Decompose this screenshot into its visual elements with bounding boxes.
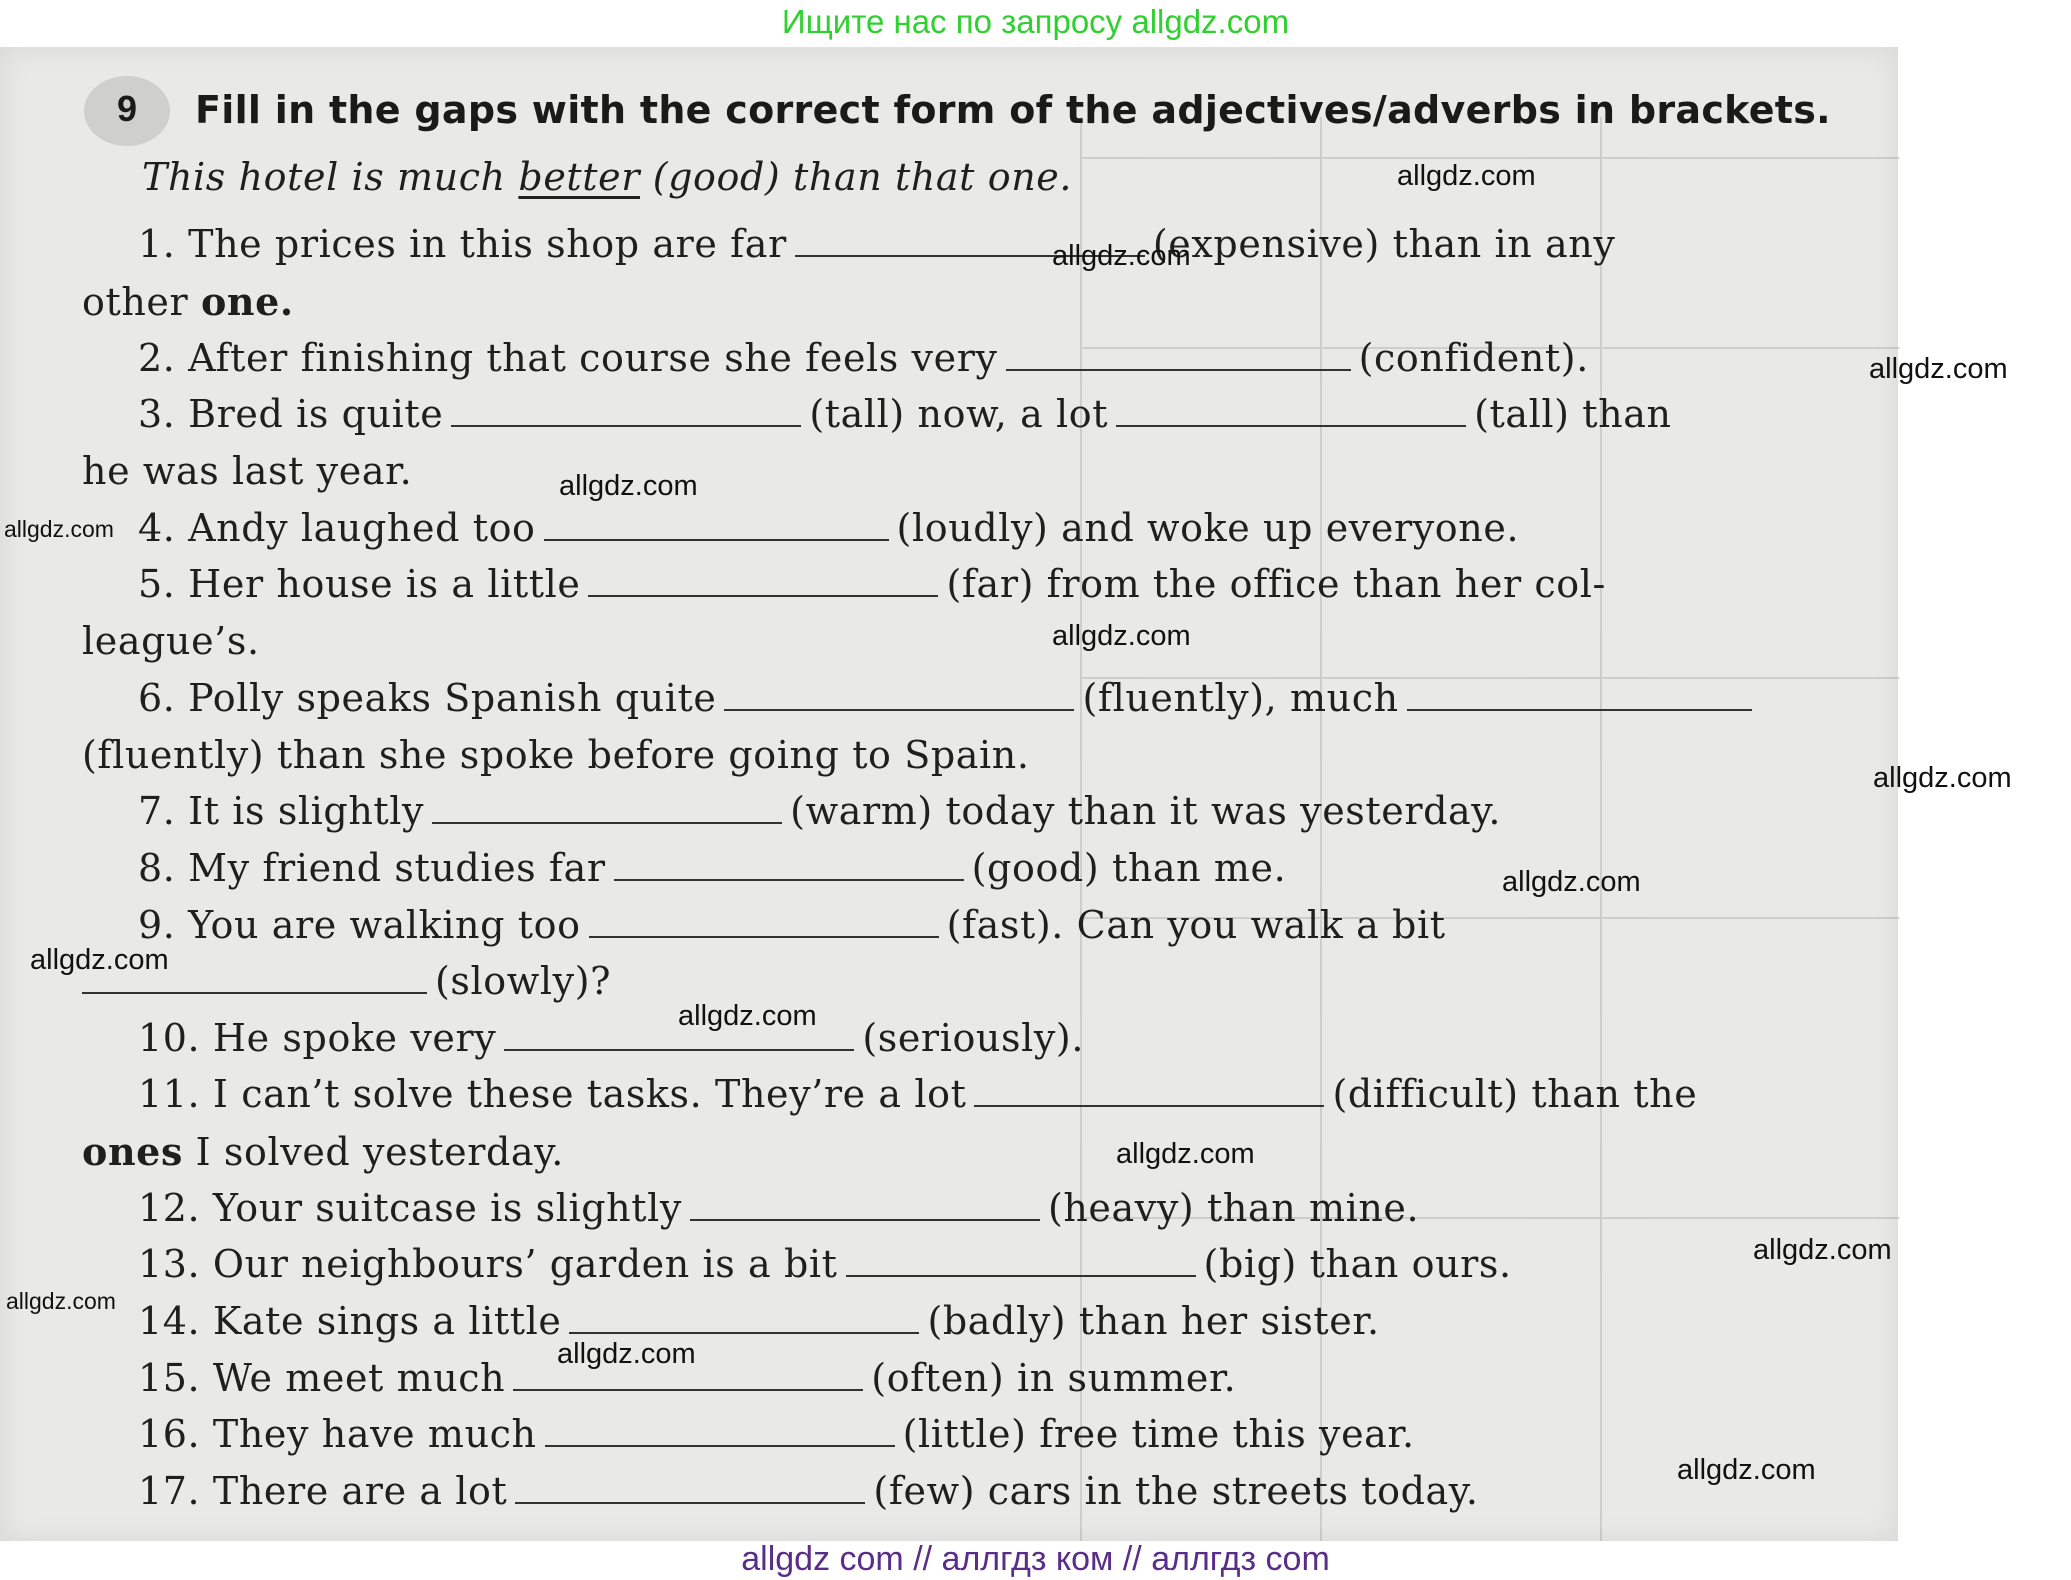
sentence-6-wrap: (fluently) than she spoke before going to Spain.	[82, 733, 1030, 777]
sentence-3-end: (tall) than	[1474, 392, 1672, 436]
example-after: (good) than that one.	[652, 155, 1073, 199]
sentence-15-start: 15. We meet much	[138, 1356, 506, 1400]
sentence-1	[138, 222, 1615, 266]
answer-gap-10[interactable]	[504, 1047, 854, 1051]
watermark: allgdz.com	[1753, 1234, 1892, 1266]
sentence-10-start: 10. He spoke very	[138, 1016, 497, 1060]
answer-gap-15[interactable]	[513, 1387, 863, 1391]
sentence-1-wrap-b: one.	[200, 279, 294, 324]
sentence-9	[138, 903, 1446, 947]
sentence-12-start: 12. Your suitcase is slightly	[138, 1186, 682, 1230]
sentence-2	[138, 336, 1589, 380]
sentence-7-end: (warm) today than it was yesterday.	[790, 789, 1502, 833]
answer-gap-6b[interactable]	[1407, 707, 1752, 711]
sentence-5-wrap: league’s.	[82, 619, 260, 663]
sentence-3-mid: (tall) now, a lot	[809, 392, 1109, 436]
sentence-15-end: (often) in summer.	[871, 1356, 1237, 1400]
sentence-6-start: 6. Polly speaks Spanish quite	[138, 676, 717, 720]
answer-gap-7[interactable]	[432, 820, 782, 824]
example-before: This hotel is much	[142, 155, 506, 199]
answer-gap-6a[interactable]	[724, 707, 1074, 711]
watermark: allgdz.com	[30, 944, 169, 976]
sentence-8-end: (good) than me.	[971, 846, 1287, 890]
sentence-8	[138, 846, 1286, 890]
sentence-16-end: (little) free time this year.	[902, 1412, 1415, 1456]
sentence-5-start: 5. Her house is a little	[138, 562, 581, 606]
sentence-9-end: (fast). Can you walk a bit	[946, 903, 1446, 947]
sentence-11-end: (difficult) than the	[1332, 1072, 1698, 1116]
sentence-7	[138, 789, 1501, 833]
answer-gap-13[interactable]	[846, 1273, 1196, 1277]
sentence-8-start: 8. My friend studies far	[138, 846, 606, 890]
sentence-12	[138, 1186, 1419, 1230]
sentence-6-mid: (fluently), much	[1082, 676, 1399, 720]
sentence-7-start: 7. It is slightly	[138, 789, 425, 833]
sentence-14	[138, 1299, 1380, 1343]
answer-gap-9b[interactable]	[82, 990, 427, 994]
watermark: allgdz.com	[6, 1288, 116, 1314]
answer-gap-9a[interactable]	[589, 934, 939, 938]
sentence-13-end: (big) than ours.	[1203, 1242, 1512, 1286]
sentence-10-end: (seriously).	[862, 1016, 1085, 1060]
sentence-17-end: (few) cars in the streets today.	[873, 1469, 1479, 1513]
sentence-9-wrap-end: (slowly)?	[435, 959, 612, 1003]
sentence-1-wrap	[82, 279, 294, 324]
sentence-16-start: 16. They have much	[138, 1412, 537, 1456]
sentence-13-start: 13. Our neighbours’ garden is a bit	[138, 1242, 838, 1286]
sentence-5-end: (far) from the office than her col-	[946, 562, 1606, 606]
sentence-6	[138, 676, 1760, 720]
sentence-10	[138, 1016, 1084, 1060]
sentence-4-end: (loudly) and woke up everyone.	[896, 506, 1520, 550]
sentence-13	[138, 1242, 1512, 1286]
watermark: allgdz.com	[678, 1000, 817, 1032]
sentence-4-start: 4. Andy laughed too	[138, 506, 536, 550]
sentence-14-start: 14. Kate sings a little	[138, 1299, 562, 1343]
bottom-banner: allgdz com // аллгдз ком // аллгдз com	[0, 1541, 2071, 1580]
watermark: allgdz.com	[1869, 353, 2008, 385]
sentence-1-wrap-a: other	[82, 280, 201, 324]
watermark: allgdz.com	[1873, 762, 2012, 794]
sentence-11	[138, 1072, 1697, 1116]
sentence-2-end: (confident).	[1358, 336, 1589, 380]
watermark: allgdz.com	[559, 470, 698, 502]
example-answer: better	[518, 155, 640, 199]
sentence-2-start: 2. After finishing that course she feels very	[138, 336, 998, 380]
exercise-number-badge: 9	[84, 76, 170, 146]
sentence-11-wrap-b: I solved yesterday.	[182, 1130, 564, 1174]
sentence-11-start: 11. I can’t solve these tasks. They’re a lot	[138, 1072, 967, 1116]
answer-gap-3b[interactable]	[1116, 423, 1466, 427]
answer-gap-14[interactable]	[569, 1330, 919, 1334]
watermark: allgdz.com	[557, 1338, 696, 1370]
sentence-11-wrap	[82, 1129, 564, 1174]
answer-gap-3a[interactable]	[451, 423, 801, 427]
sentence-14-end: (badly) than her sister.	[927, 1299, 1380, 1343]
sentence-1-end: (expensive) than in any	[1152, 222, 1616, 266]
watermark: allgdz.com	[1116, 1138, 1255, 1170]
answer-gap-17[interactable]	[515, 1500, 865, 1504]
sentence-9-start: 9. You are walking too	[138, 903, 581, 947]
answer-gap-5[interactable]	[588, 593, 938, 597]
answer-gap-11[interactable]	[974, 1103, 1324, 1107]
sentence-16	[138, 1412, 1415, 1456]
sentence-3	[138, 392, 1672, 436]
example-sentence	[142, 155, 1072, 199]
answer-gap-2[interactable]	[1006, 367, 1351, 371]
sentence-17-start: 17. There are a lot	[138, 1469, 508, 1513]
sentence-11-wrap-a: ones	[82, 1129, 183, 1174]
answer-gap-8[interactable]	[614, 877, 964, 881]
answer-gap-16[interactable]	[545, 1443, 895, 1447]
sentence-3-start: 3. Bred is quite	[138, 392, 444, 436]
sentence-17	[138, 1469, 1479, 1513]
top-banner: Ищите нас по запросу allgdz.com	[781, 3, 1290, 40]
watermark: allgdz.com	[1052, 620, 1191, 652]
watermark: allgdz.com	[1502, 866, 1641, 898]
watermark: allgdz.com	[1397, 160, 1536, 192]
answer-gap-12[interactable]	[690, 1217, 1040, 1221]
sentence-4	[138, 506, 1519, 550]
sentence-1-start: 1. The prices in this shop are far	[138, 222, 787, 266]
exercise-instruction: Fill in the gaps with the correct form of the adjectives/adverbs in brackets.	[195, 88, 1831, 132]
sentence-5	[138, 562, 1606, 606]
sentence-12-end: (heavy) than mine.	[1047, 1186, 1420, 1230]
watermark: allgdz.com	[1052, 240, 1191, 272]
watermark: allgdz.com	[4, 516, 114, 542]
answer-gap-4[interactable]	[544, 537, 889, 541]
watermark: allgdz.com	[1677, 1454, 1816, 1486]
sentence-3-wrap: he was last year.	[82, 449, 413, 493]
